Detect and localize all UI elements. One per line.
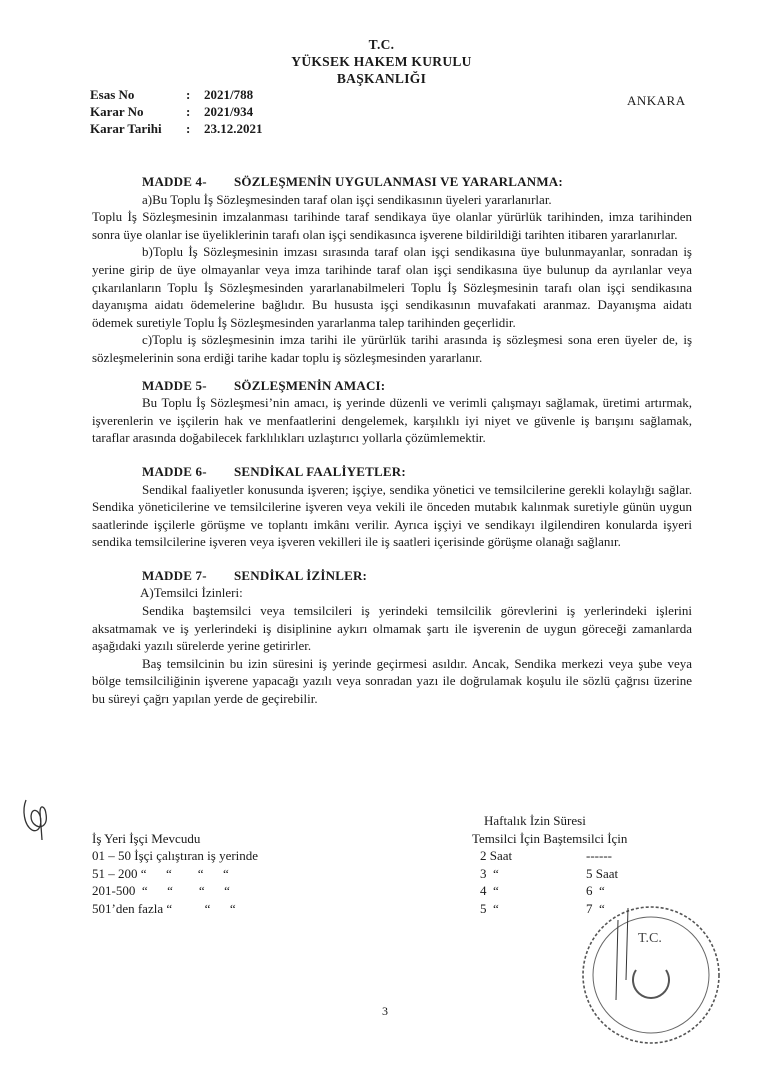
header-presidency: BAŞKANLIĞI xyxy=(336,71,427,86)
document-header xyxy=(0,36,763,87)
madde6-heading xyxy=(142,463,692,481)
table-row xyxy=(92,865,692,883)
esas-value: 2021/788 xyxy=(204,87,254,102)
tarih-row xyxy=(90,120,263,137)
tarih-value: 23.12.2021 xyxy=(204,121,263,136)
table-title: Haftalık İzin Süresi xyxy=(484,813,586,828)
madde7-para1: Sendika baştemsilci veya temsilcileri iş yerindeki temsilcilik görevlerini iş yerlerindeki işlerini aksatmamak ve iş yerlerindeki iş disiplinine aykırı olmamak şartı ile işverenin de uygun göreceği zamanlarda aşağıdaki yazılı sürelerde yerine getirirler. xyxy=(92,603,692,654)
esas-colon: : xyxy=(186,87,191,102)
row-bastemsilci: 5 Saat xyxy=(586,865,619,881)
karar-value: 2021/934 xyxy=(204,104,254,119)
row-temsilci: 2 Saat xyxy=(480,848,513,864)
case-metadata xyxy=(90,86,263,137)
madde4-para-b: b)Toplu İş Sözleşmesinin imzası sırasında taraf olan işçi sendikasına üye bulunmayanlar, sonradan iş yerine girip de üye olmayanlar veya imza tarihinde taraf olan işçi sendikasına üye bulunup da ayrılanlar veya çıkarılanların Toplu İş Sözleşmesinden yararlanabilmeleri Toplu İş Sözleşmesinin tarafı olan işçi sendikasına dayanışma aidatı ödemelerine bağlıdır. Bu hususta işçi sendikasının muvafakati aranmaz. Dayanışma aidatı ödemek suretiyle Toplu İş Sözleşmesinden yararlanma talep tarihinden geçerlidir. xyxy=(92,244,692,330)
madde4-heading xyxy=(142,173,692,191)
tarih-colon: : xyxy=(186,121,191,136)
madde4-para-c: c)Toplu iş sözleşmesinin imza tarihi ile yürürlük tarihi arasında iş sözleşmesi sona eren üyeler de, iş sözleşmelerinin sona erdiği tarihe kadar toplu iş sözleşmesinden yararlanır. xyxy=(92,332,692,365)
table-row xyxy=(92,882,692,900)
tarih-label: Karar Tarihi xyxy=(90,121,162,136)
row-temsilci: 5 “ xyxy=(480,900,499,916)
madde5-heading xyxy=(142,377,692,395)
madde4-para-a: a)Bu Toplu İş Sözleşmesinden taraf olan işçi sendikasının üyeleri yararlanırlar. xyxy=(142,191,552,207)
madde6-number: MADDE 6- xyxy=(142,463,207,479)
header-tc: T.C. xyxy=(368,37,395,52)
row-bastemsilci: 7 “ xyxy=(586,900,605,916)
page-number: 3 xyxy=(382,1004,388,1018)
madde7-title: SENDİKAL İZİNLER: xyxy=(234,567,368,583)
madde4-number: MADDE 4- xyxy=(142,174,207,189)
official-stamp xyxy=(576,900,726,1050)
document-body xyxy=(92,173,692,708)
madde5-title: SÖZLEŞMENİN AMACI: xyxy=(234,377,386,393)
madde5-number: MADDE 5- xyxy=(142,377,207,393)
table-col2-header: Temsilci İçin Baştemsilci İçin xyxy=(472,830,628,846)
row-bastemsilci: 6 “ xyxy=(586,883,605,899)
madde7-heading xyxy=(142,567,692,585)
row-workers: 51 – 200 “ “ “ “ xyxy=(92,865,229,881)
row-workers: 501’den fazla “ “ “ xyxy=(92,900,236,916)
row-temsilci: 4 “ xyxy=(480,883,499,899)
madde7-subheading: A)Temsilci İzinleri: xyxy=(140,585,243,601)
karar-row xyxy=(90,103,263,120)
karar-colon: : xyxy=(186,104,191,119)
table-row xyxy=(92,847,692,865)
madde6-title: SENDİKAL FAALİYETLER: xyxy=(234,463,406,479)
stamp-tc-text: T.C. xyxy=(638,931,662,946)
madde7-number: MADDE 7- xyxy=(142,567,207,583)
row-workers: 01 – 50 İşçi çalıştıran iş yerinde xyxy=(92,848,259,864)
city-label: ANKARA xyxy=(627,93,686,108)
esas-row xyxy=(90,86,263,103)
karar-label: Karar No xyxy=(90,104,144,119)
madde5-para: Bu Toplu İş Sözleşmesi’nin amacı, iş yerinde düzenli ve verimli çalışmayı sağlamak, üretimi artırmak, işverenlerin ve işçilerin hak ve menfaatlerini dengelemek, karşılıklı iyi niyet ve güvenle iş barışını sağlamak, taraflar arasında doğabilecek farklılıkları uzlaştırıcı yollarla çözümlemektir. xyxy=(92,395,692,446)
madde7-para2: Baş temsilcinin bu izin süresini iş yerinde geçirmesi asıldır. Ancak, Sendika merkezi veya şube veya bölge temsilciliğinin işverene yapacağı yazılı veya sonradan yazı ile doğrulamak koşulu ile sözlü çağrısı üzerine bu süreyi çağrı yapılan yerde de geçirebilir. xyxy=(92,655,692,707)
madde4-title: SÖZLEŞMENİN UYGULANMASI VE YARARLANMA: xyxy=(234,174,563,189)
row-workers: 201-500 “ “ “ “ xyxy=(92,883,230,899)
table-col1-header: İş Yeri İşçi Mevcudu xyxy=(92,830,201,846)
row-bastemsilci: ------ xyxy=(586,848,612,864)
madde4-para-a-cont: Toplu İş Sözleşmesinin imzalanması tarihinde taraf sendikaya üye olanlar yürürlük tarihinden, imza tarihinden sonra üye olanlar ise üyeliklerinin tarafı olan işçi sendikasınca işverene bildirildiği tarihten itibaren yararlanırlar. xyxy=(92,209,692,242)
madde6-para: Sendikal faaliyetler konusunda işveren; işçiye, sendika yönetici ve temsilcilerine gerekli kolaylığı sağlar. Sendika yöneticilerine ve temsilcilerine işveren veya vekili ile önceden mutabık kalınmak suretiyle günün uygun saatlerinde işçilerle görüşme ve toplantı imkânı verilir. Ayrıca işçiyi ve sendikayı ilgilendiren konularda işyeri sendika temsilcilerine işveren veya işveren vekilleri ile iş saatleri içerisinde görüşme olanağı sağlanır. xyxy=(92,481,692,550)
header-institution: YÜKSEK HAKEM KURULU xyxy=(291,54,472,69)
signature-mark xyxy=(18,790,58,850)
row-temsilci: 3 “ xyxy=(480,865,499,881)
esas-label: Esas No xyxy=(90,87,135,102)
